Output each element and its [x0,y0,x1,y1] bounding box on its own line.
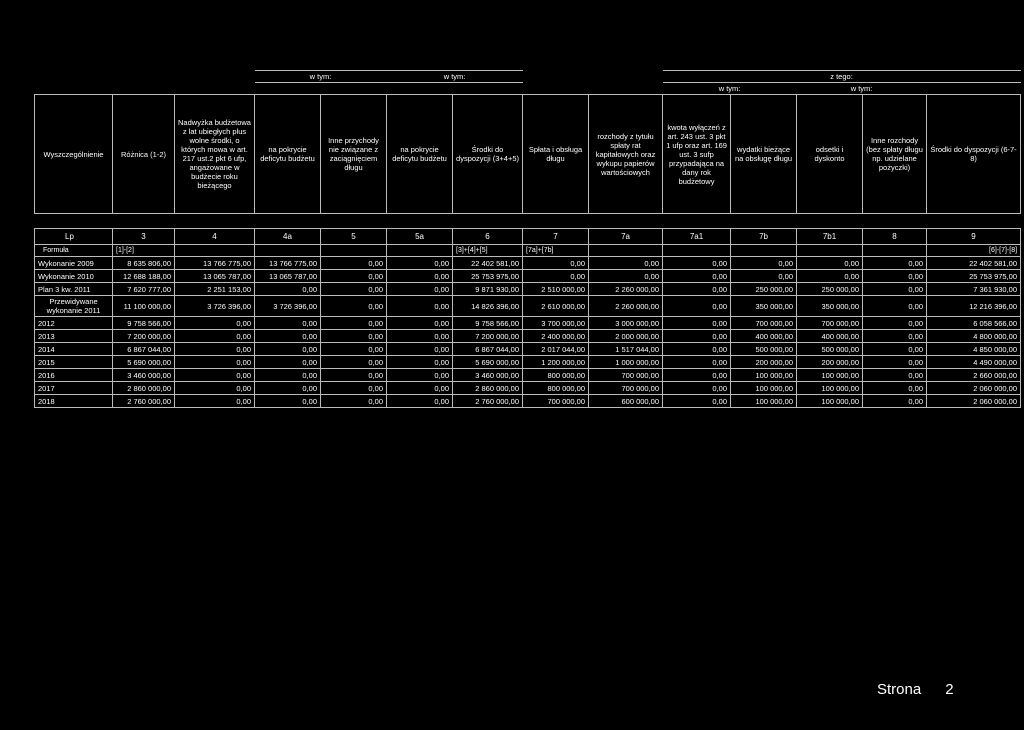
table-cell: 100 000,00 [731,369,797,382]
table-cell: 700 000,00 [589,369,663,382]
table-cell: 9 758 566,00 [453,317,523,330]
table-cell: 1 517 044,00 [589,343,663,356]
table-cell: 2 260 000,00 [589,283,663,296]
table-cell: 0,00 [321,270,387,283]
row-label: 2012 [35,317,113,330]
column-header: Środki do dyspozycji (3+4+5) [453,95,523,214]
data-rows [35,257,1021,408]
formula-cell: Formuła [35,245,113,257]
formula-cell [589,245,663,257]
row-label: Wykonanie 2010 [35,270,113,283]
lp-cell: 7a1 [663,229,731,245]
table-cell: 0,00 [255,395,321,408]
table-cell: 0,00 [255,356,321,369]
table-cell: 0,00 [731,270,797,283]
table-cell: 0,00 [321,343,387,356]
column-header: Środki do dyspozycji (6-7-8) [927,95,1021,214]
column-header: Nadwyżka budżetowa z lat ubiegłych plus wolne środki, o których mowa w art. 217 ust.2 pkt 6 ufp, angażowane w budżecie roku bieżącego [175,95,255,214]
table-cell: 0,00 [321,317,387,330]
table-cell: 100 000,00 [797,369,863,382]
column-header: rozchody z tytułu spłaty rat kapitałowych oraz wykupu papierów wartościowych [589,95,663,214]
table-row [35,283,1021,296]
table-cell: 100 000,00 [797,395,863,408]
table-cell: 2 860 000,00 [113,382,175,395]
table-cell: 0,00 [663,369,731,382]
table-cell: 3 700 000,00 [523,317,589,330]
table-cell: 2 017 044,00 [523,343,589,356]
table-cell: 3 460 000,00 [453,369,523,382]
table-row [35,369,1021,382]
table-cell: 7 200 000,00 [453,330,523,343]
table-cell: 0,00 [321,395,387,408]
table-cell: 6 867 044,00 [113,343,175,356]
table-cell: 700 000,00 [589,382,663,395]
table-cell: 0,00 [387,317,453,330]
table-cell: 0,00 [387,330,453,343]
table-cell: 0,00 [589,270,663,283]
w-tym-label: w tym: [387,71,523,83]
row-label: Przewidywane wykonanie 2011 [35,296,113,317]
row-label: Wykonanie 2009 [35,257,113,270]
lp-cell: 7b1 [797,229,863,245]
table-cell: 9 758 566,00 [113,317,175,330]
formula-cell: [7a]+[7b] [523,245,589,257]
formula-cell [663,245,731,257]
table-cell: 0,00 [321,330,387,343]
column-header: na pokrycie deficytu budżetu [255,95,321,214]
table-cell: 2 060 000,00 [927,382,1021,395]
row-label: 2014 [35,343,113,356]
table-cell: 100 000,00 [731,395,797,408]
table-cell: 2 251 153,00 [175,283,255,296]
formula-row [35,245,1021,257]
table-cell: 0,00 [863,330,927,343]
formula-cell [255,245,321,257]
table-cell: 0,00 [321,369,387,382]
table-row [35,395,1021,408]
table-row [35,356,1021,369]
table-cell: 3 726 396,00 [175,296,255,317]
table-cell: 0,00 [663,343,731,356]
table-cell: 0,00 [663,395,731,408]
table-cell: 0,00 [175,330,255,343]
row-label: Plan 3 kw. 2011 [35,283,113,296]
lp-cell: 6 [453,229,523,245]
table-cell: 0,00 [321,382,387,395]
lp-cell: 7b [731,229,797,245]
table-cell: 700 000,00 [797,317,863,330]
lp-cell: 5 [321,229,387,245]
row-label: 2018 [35,395,113,408]
lp-cell: 7a [589,229,663,245]
table-cell: 0,00 [523,257,589,270]
table-cell: 0,00 [663,356,731,369]
table-cell: 800 000,00 [523,382,589,395]
column-header: odsetki i dyskonto [797,95,863,214]
table-cell: 11 100 000,00 [113,296,175,317]
table-cell: 0,00 [731,257,797,270]
table-cell: 13 766 775,00 [255,257,321,270]
formula-cell: [1]-[2] [113,245,175,257]
table-cell: 1 200 000,00 [523,356,589,369]
table-cell: 25 753 975,00 [453,270,523,283]
table-cell: 200 000,00 [797,356,863,369]
table-cell: 22 402 581,00 [927,257,1021,270]
table-cell: 14 826 396,00 [453,296,523,317]
table-cell: 2 760 000,00 [113,395,175,408]
lp-cell: 7 [523,229,589,245]
table-cell: 2 510 000,00 [523,283,589,296]
lp-cell: Lp [35,229,113,245]
z-tego-label: z tego: [663,71,1021,83]
table-cell: 250 000,00 [731,283,797,296]
formula-cell [387,245,453,257]
table-cell: 500 000,00 [797,343,863,356]
table-cell: 0,00 [255,283,321,296]
table-cell: 0,00 [175,317,255,330]
table-row [35,330,1021,343]
table-cell: 0,00 [863,296,927,317]
table-cell: 13 065 787,00 [175,270,255,283]
table-cell: 0,00 [321,356,387,369]
formula-cell [863,245,927,257]
table-cell: 2 060 000,00 [927,395,1021,408]
table-cell: 0,00 [663,296,731,317]
table-row [35,270,1021,283]
lp-cell: 8 [863,229,927,245]
table-cell: 250 000,00 [797,283,863,296]
table-cell: 12 688 188,00 [113,270,175,283]
lp-row [35,229,1021,245]
table-cell: 13 766 775,00 [175,257,255,270]
row-label: 2013 [35,330,113,343]
table-cell: 0,00 [175,395,255,408]
table-cell: 0,00 [663,317,731,330]
column-header: Wyszczególnienie [35,95,113,214]
table-cell: 0,00 [387,296,453,317]
table-cell: 2 260 000,00 [589,296,663,317]
table-cell: 13 065 787,00 [255,270,321,283]
table-cell: 12 216 396,00 [927,296,1021,317]
table-cell: 0,00 [663,270,731,283]
table-row [35,296,1021,317]
table-cell: 0,00 [387,382,453,395]
header-main-row [35,95,1021,214]
column-header: Inne przychody nie związane z zaciągnięciem długu [321,95,387,214]
table-cell: 2 000 000,00 [589,330,663,343]
column-header: Inne rozchody (bez spłaty długu np. udzielane pożyczki) [863,95,927,214]
w-tym-label: w tym: [255,71,387,83]
formula-cell [321,245,387,257]
table-cell: 600 000,00 [589,395,663,408]
formula-cell [175,245,255,257]
page-label: Strona [877,681,922,698]
table-cell: 400 000,00 [731,330,797,343]
table-cell: 0,00 [863,317,927,330]
table-cell: 4 850 000,00 [927,343,1021,356]
table-cell: 0,00 [387,257,453,270]
table-cell: 400 000,00 [797,330,863,343]
table-cell: 0,00 [387,395,453,408]
row-label: 2016 [35,369,113,382]
table-cell: 700 000,00 [523,395,589,408]
table-cell: 0,00 [321,257,387,270]
budget-table-frame [34,70,1018,406]
table-cell: 0,00 [797,270,863,283]
table-cell: 0,00 [863,270,927,283]
table-cell: 800 000,00 [523,369,589,382]
table-cell: 0,00 [387,283,453,296]
table-cell: 5 690 000,00 [453,356,523,369]
table-row [35,257,1021,270]
table-cell: 4 800 000,00 [927,330,1021,343]
column-header: Różnica (1-2) [113,95,175,214]
table-cell: 6 867 044,00 [453,343,523,356]
lp-cell: 5a [387,229,453,245]
table-cell: 2 660 000,00 [927,369,1021,382]
table-cell: 2 610 000,00 [523,296,589,317]
table-cell: 0,00 [387,356,453,369]
formula-cell: [6]-[7]-[8] [927,245,1021,257]
table-cell: 500 000,00 [731,343,797,356]
table-cell: 0,00 [663,257,731,270]
header-subgroup-row [35,83,1021,95]
table-cell: 2 860 000,00 [453,382,523,395]
table-cell: 3 460 000,00 [113,369,175,382]
table-cell: 5 690 000,00 [113,356,175,369]
table-cell: 0,00 [863,382,927,395]
formula-cell [797,245,863,257]
table-cell: 0,00 [863,283,927,296]
table-cell: 0,00 [523,270,589,283]
table-cell: 0,00 [387,343,453,356]
table-cell: 25 753 975,00 [927,270,1021,283]
table-cell: 0,00 [863,257,927,270]
column-header: wydatki bieżące na obsługę długu [731,95,797,214]
lp-cell: 4 [175,229,255,245]
formula-cell [731,245,797,257]
lp-cell: 9 [927,229,1021,245]
table-cell: 0,00 [255,330,321,343]
table-cell: 7 200 000,00 [113,330,175,343]
table-row [35,382,1021,395]
table-cell: 0,00 [387,270,453,283]
table-cell: 0,00 [175,382,255,395]
table-cell: 0,00 [321,283,387,296]
table-cell: 0,00 [863,356,927,369]
table-cell: 100 000,00 [731,382,797,395]
table-cell: 7 361 930,00 [927,283,1021,296]
table-cell: 2 760 000,00 [453,395,523,408]
table-cell: 0,00 [663,283,731,296]
formula-cell: [3]+[4]+[5] [453,245,523,257]
table-cell: 0,00 [663,330,731,343]
table-cell: 6 058 566,00 [927,317,1021,330]
table-cell: 700 000,00 [731,317,797,330]
row-label: 2015 [35,356,113,369]
table-cell: 0,00 [863,395,927,408]
table-cell: 4 490 000,00 [927,356,1021,369]
table-cell: 0,00 [387,369,453,382]
page-footer [877,681,954,698]
column-header: Spłata i obsługa długu [523,95,589,214]
column-header: kwota wyłączeń z art. 243 ust. 3 pkt 1 ufp oraz art. 169 ust. 3 sufp przypadająca na dany rok budżetowy [663,95,731,214]
table-cell: 0,00 [321,296,387,317]
table-cell: 0,00 [255,369,321,382]
row-label: 2017 [35,382,113,395]
table-cell: 0,00 [255,317,321,330]
table-cell: 0,00 [589,257,663,270]
table-cell: 350 000,00 [797,296,863,317]
table-cell: 0,00 [175,356,255,369]
lp-cell: 3 [113,229,175,245]
table-cell: 8 635 806,00 [113,257,175,270]
table-cell: 0,00 [255,382,321,395]
lp-cell: 4a [255,229,321,245]
column-header: na pokrycie deficytu budżetu [387,95,453,214]
table-cell: 7 620 777,00 [113,283,175,296]
table-cell: 350 000,00 [731,296,797,317]
table-cell: 100 000,00 [797,382,863,395]
table-cell: 0,00 [175,369,255,382]
table-cell: 0,00 [663,382,731,395]
table-cell: 3 726 396,00 [255,296,321,317]
table-cell: 3 000 000,00 [589,317,663,330]
table-cell: 0,00 [255,343,321,356]
table-cell: 0,00 [797,257,863,270]
page-number: 2 [945,681,954,698]
w-tym-label: w tym: [797,83,927,95]
table-cell: 2 400 000,00 [523,330,589,343]
table-cell: 22 402 581,00 [453,257,523,270]
table-cell: 0,00 [863,343,927,356]
table-row [35,317,1021,330]
table-cell: 200 000,00 [731,356,797,369]
table-cell: 0,00 [863,369,927,382]
w-tym-label: w tym: [663,83,797,95]
table-cell: 9 871 930,00 [453,283,523,296]
table-cell: 0,00 [175,343,255,356]
budget-table [34,70,1021,408]
header-group-row [35,71,1021,83]
table-row [35,343,1021,356]
table-cell: 1 000 000,00 [589,356,663,369]
